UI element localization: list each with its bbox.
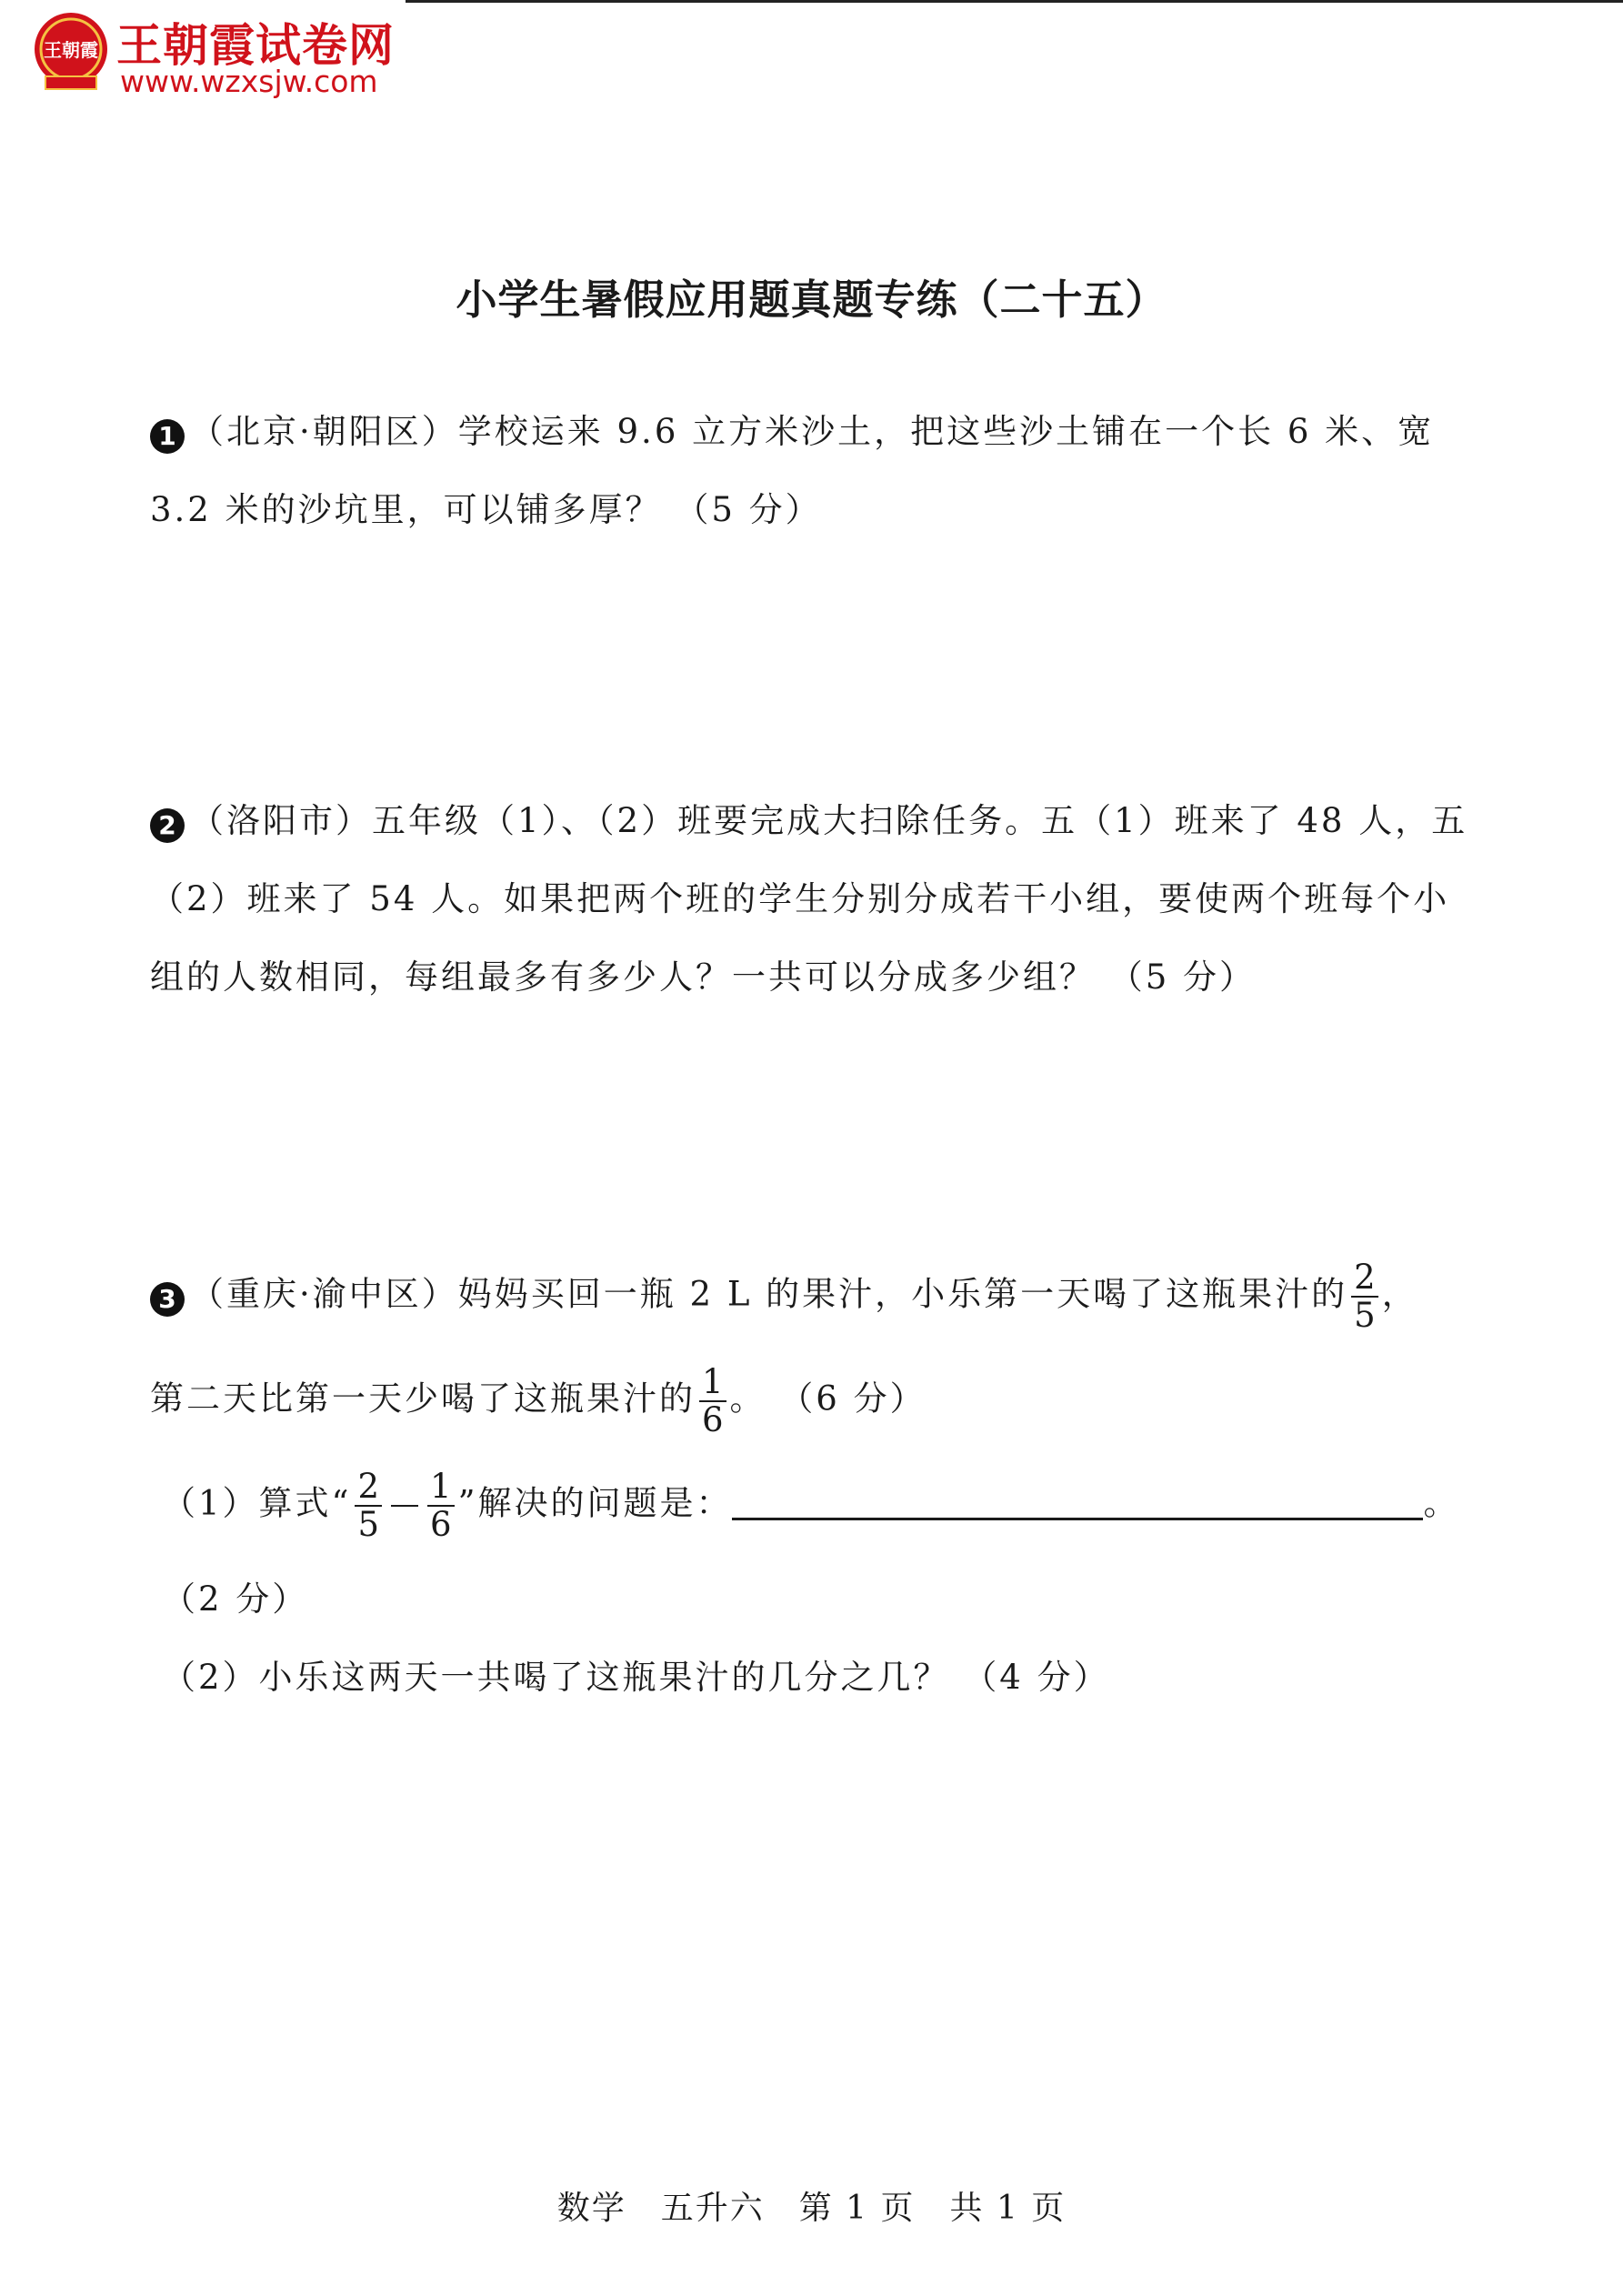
logo-url: www.wzxsjw.com: [120, 64, 378, 99]
question-3-line-1: [150, 1259, 1418, 1334]
fraction-denominator: 5: [357, 1505, 380, 1544]
question-2-text-1: （洛阳市）五年级（1）、（2）班要完成大扫除任务。五（1）班来了 48 人，五: [190, 801, 1468, 840]
answer-blank-line[interactable]: [732, 1485, 1423, 1520]
fraction-two-fifths: [1351, 1259, 1378, 1334]
fraction-one-sixth: [427, 1469, 455, 1543]
fraction-denominator: 6: [702, 1400, 724, 1439]
fraction-numerator: 1: [699, 1364, 726, 1402]
svg-text:王朝霞: 王朝霞: [44, 39, 98, 61]
question-3-line-1-end: ，: [1381, 1274, 1418, 1314]
fraction-denominator: 6: [430, 1505, 452, 1544]
question-2-line-2: （2）班来了 54 人。如果把两个班的学生分别分成若干小组，要使两个班每个小: [150, 879, 1450, 918]
page-title: 小学生暑假应用题真题专练（二十五）: [456, 276, 1167, 324]
sub-1-end: 。: [1423, 1483, 1460, 1523]
question-2-line-1: [150, 801, 1468, 843]
fraction-numerator: 1: [427, 1469, 455, 1507]
seal-logo-icon: [25, 7, 116, 98]
question-3-text-1: （重庆·渝中区）妈妈买回一瓶 2 L 的果汁，小乐第一天喝了这瓶果汁的: [190, 1274, 1348, 1314]
question-3-sub-1: [162, 1469, 1459, 1543]
fraction-denominator: 5: [1354, 1296, 1376, 1335]
header-rule: [406, 0, 1623, 3]
question-2-line-3: 组的人数相同，每组最多有多少人？一共可以分成多少组？ （5 分）: [150, 958, 1257, 997]
question-number-badge: 1: [150, 419, 185, 454]
sub-1-prefix: （1）算式“: [162, 1483, 352, 1523]
question-1-text-1: （北京·朝阳区）学校运来 9.6 立方米沙土，把这些沙土铺在一个长 6 米、宽: [190, 412, 1435, 451]
fraction-one-sixth: [699, 1364, 726, 1439]
fraction-numerator: 2: [355, 1469, 382, 1507]
question-1-line-1: [150, 412, 1435, 454]
site-logo: [25, 7, 398, 107]
question-3-line-2-end: 。 （6 分）: [729, 1379, 927, 1419]
logo-name: 王朝霞试卷网: [116, 19, 395, 72]
question-3-sub-1-score: （2 分）: [162, 1579, 309, 1619]
page-footer: 数学 五升六 第 1 页 共 1 页: [556, 2190, 1067, 2227]
sub-1-suffix: ”解决的问题是：: [457, 1483, 733, 1523]
question-1-line-2: 3.2 米的沙坑里，可以铺多厚？ （5 分）: [150, 490, 822, 529]
fraction-two-fifths: [355, 1469, 382, 1543]
fraction-numerator: 2: [1351, 1259, 1378, 1298]
question-3-line-2: [150, 1364, 927, 1439]
question-number-badge: 2: [150, 808, 185, 843]
question-number-badge: 3: [150, 1282, 185, 1317]
question-3-sub-2: （2）小乐这两天一共喝了这瓶果汁的几分之几？ （4 分）: [162, 1658, 1110, 1697]
minus-sign: [391, 1505, 418, 1507]
question-3-text-2: 第二天比第一天少喝了这瓶果汁的: [150, 1379, 696, 1419]
